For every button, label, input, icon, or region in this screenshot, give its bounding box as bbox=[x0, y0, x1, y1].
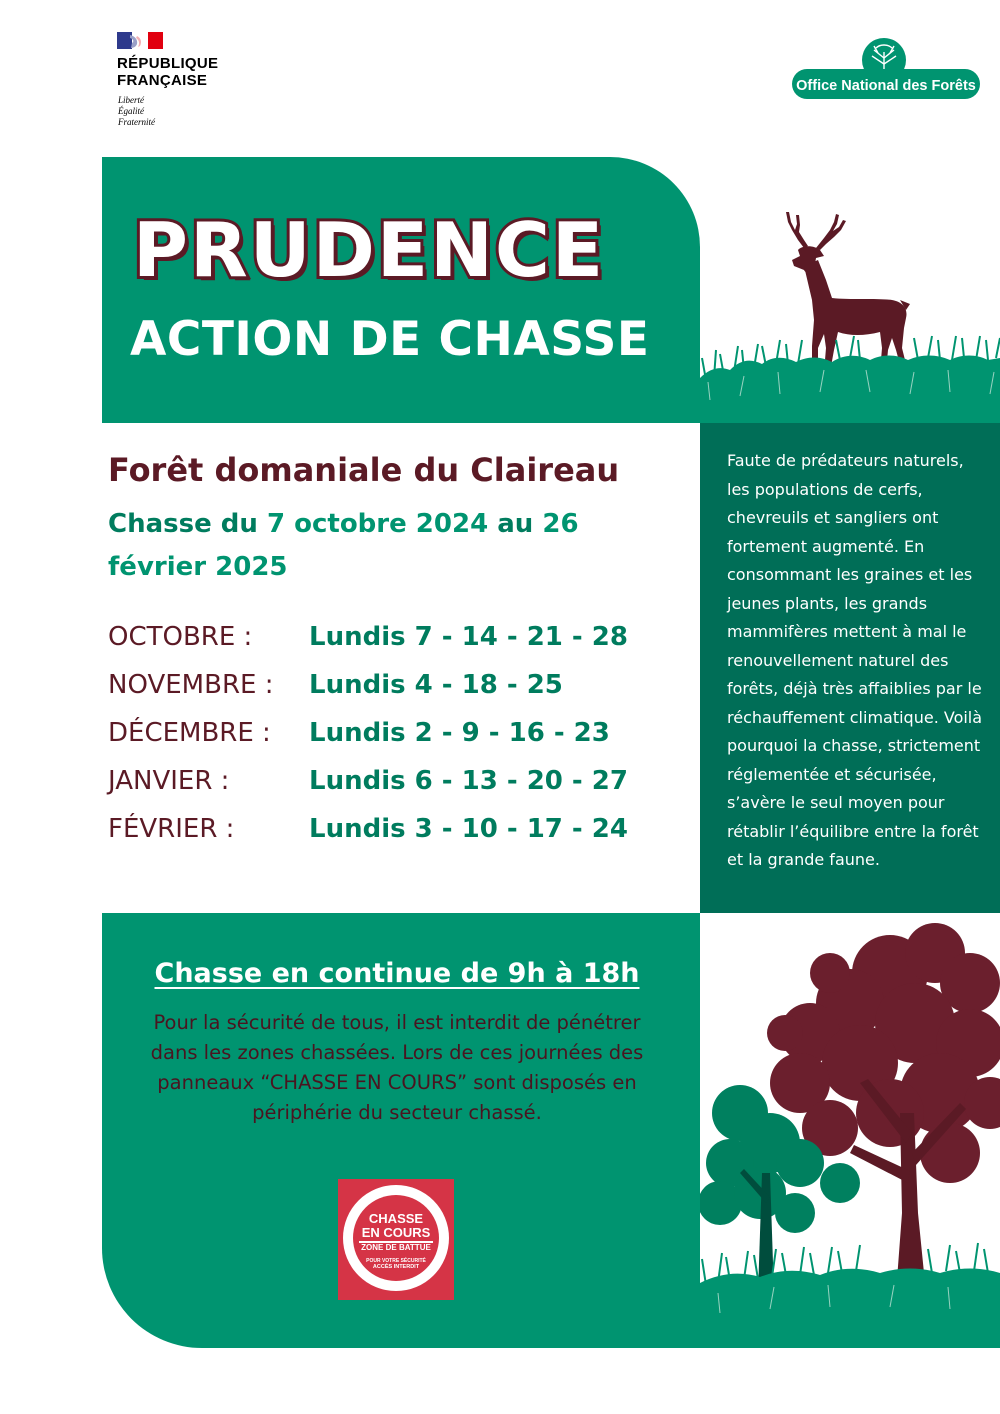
schedule-month: DÉCEMBRE : bbox=[108, 718, 271, 748]
schedule-month: JANVIER : bbox=[108, 766, 230, 796]
period-mid: au bbox=[497, 509, 534, 539]
period-prefix: Chasse du bbox=[108, 509, 258, 539]
period-end: 26 février 2025 bbox=[108, 509, 579, 582]
marianne-flag-icon bbox=[117, 32, 163, 49]
hero-subtitle: ACTION DE CHASSE bbox=[130, 312, 650, 367]
hunting-hours: Chasse en continue de 9h à 18h bbox=[154, 958, 640, 989]
sign-line: ZONE DE BATTUE bbox=[361, 1243, 431, 1252]
schedule-days: Lundis 3 - 10 - 17 - 24 bbox=[309, 814, 628, 844]
tree-illustration bbox=[700, 913, 1000, 1348]
schedule-days: Lundis 6 - 13 - 20 - 27 bbox=[309, 766, 628, 796]
sign-line: POUR VOTRE SÉCURITÉ bbox=[366, 1258, 426, 1264]
sign-line: ACCÈS INTERDIT bbox=[372, 1264, 420, 1270]
republique-francaise-wordmark: RÉPUBLIQUE FRANÇAISE bbox=[117, 55, 219, 89]
info-text: Faute de prédateurs naturels, les populations de cerfs, chevreuils et sangliers ont fortement augmenté. En consommant les graines et les jeunes plants, les grands mammifères mettent à mal le renouvellement naturel des forêts, déjà très affaiblies par le réchauffement climatique. Voilà pourquoi la chasse, strictement réglementée et sécurisée, s’avère le seul moyen pour rétablir l’équilibre entre la forêt et la grande faune. bbox=[727, 451, 983, 869]
schedule-days: Lundis 4 - 18 - 25 bbox=[309, 670, 563, 700]
republic-motto: Liberté Égalité Fraternité bbox=[118, 95, 155, 127]
svg-text:Office National des Forêts: Office National des Forêts bbox=[796, 78, 976, 94]
sign-disc bbox=[353, 1195, 439, 1281]
sign-line: CHASSE bbox=[368, 1211, 424, 1226]
sign-line: EN COURS bbox=[361, 1225, 431, 1240]
schedule-month: NOVEMBRE : bbox=[108, 670, 274, 700]
onf-logo bbox=[790, 36, 982, 104]
hero-title: PRUDENCE bbox=[133, 206, 606, 294]
forest-name: Forêt domaniale du Claireau bbox=[108, 451, 620, 489]
safety-notice: Pour la sécurité de tous, il est interdit de pénétrer dans les zones chassées. Lors de ces journées des panneaux “CHASSE EN COURS” sont disposés en périphérie du secteur chassé. bbox=[150, 1011, 644, 1124]
period-start: 7 octobre 2024 bbox=[266, 509, 489, 539]
schedule-days: Lundis 2 - 9 - 16 - 23 bbox=[309, 718, 610, 748]
schedule-month: OCTOBRE : bbox=[108, 622, 253, 652]
schedule-days: Lundis 7 - 14 - 21 - 28 bbox=[309, 622, 628, 652]
schedule-month: FÉVRIER : bbox=[108, 814, 235, 844]
sign-ring bbox=[343, 1185, 449, 1291]
deer-illustration bbox=[700, 200, 1000, 424]
hunting-period bbox=[108, 503, 668, 589]
chasse-en-cours-sign bbox=[338, 1179, 454, 1300]
